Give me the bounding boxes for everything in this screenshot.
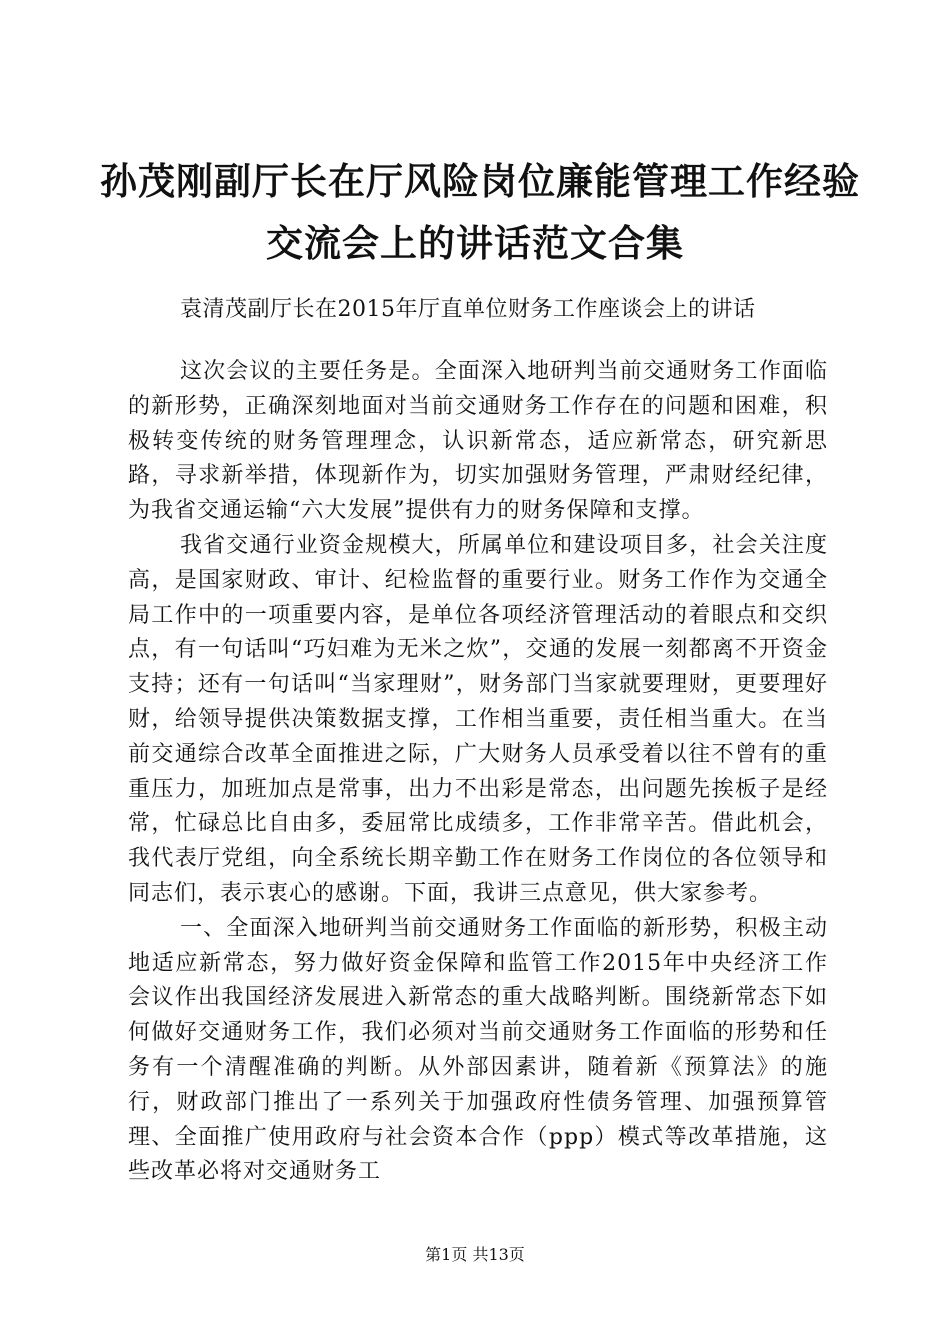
page-footer: 第1页 共13页 (425, 1245, 525, 1264)
paragraph: 我省交通行业资金规模大，所属单位和建设项目多，社会关注度高，是国家财政、审计、纪检监督的重要行业。财务工作作为交通全局工作中的一项重要内容，是单位各项经济管理活动的着眼点和交织点，有一句话叫“巧妇难为无米之炊”，交通的发展一刻都离不开资金支持；还有一句话叫“当家理财”，财务部门当家就要理财，更要理好财，给领导提供决策数据支撑，工作相当重要，责任相当重大。在当前交通综合改革全面推进之际，广大财务人员承受着以往不曾有的重重压力，加班加点是常事，出力不出彩是常态，出问题先挨板子是经常，忙碌总比自由多，委屈常比成绩多，工作非常辛苦。借此机会，我代表厅党组，向全系统长期辛勤工作在财务工作岗位的各位领导和同志们，表示衷心的感谢。下面，我讲三点意见，供大家参考。 (128, 532, 828, 906)
document-title-line-2: 交流会上的讲话范文合集 (266, 222, 684, 265)
paragraph: 一、全面深入地研判当前交通财务工作面临的新形势，积极主动地适应新常态，努力做好资金保障和监管工作2015年中央经济工作会议作出我国经济发展进入新常态的重大战略判断。围绕新常态下如何做好交通财务工作，我们必须对当前交通财务工作面临的形势和任务有一个清醒准确的判断。从外部因素讲，随着新《预算法》的施行，财政部门推出了一系列关于加强政府性债务管理、加强预算管理、全面推广使用政府与社会资本合作（ppp）模式等改革措施，这些改革必将对交通财务工 (128, 915, 828, 1185)
document-subtitle: 袁清茂副厅长在2015年厅直单位财务工作座谈会上的讲话 (180, 297, 756, 322)
paragraph: 这次会议的主要任务是。全面深入地研判当前交通财务工作面临的新形势，正确深刻地面对当前交通财务工作存在的问题和困难，积极转变传统的财务管理理念，认识新常态，适应新常态，研究新思路，寻求新举措，体现新作为，切实加强财务管理，严肃财经纪律，为我省交通运输“六大发展”提供有力的财务保障和支撑。 (128, 359, 828, 524)
document-title-line-1: 孙茂刚副厅长在厅风险岗位廉能管理工作经验 (100, 160, 860, 203)
document-body (128, 355, 828, 1190)
